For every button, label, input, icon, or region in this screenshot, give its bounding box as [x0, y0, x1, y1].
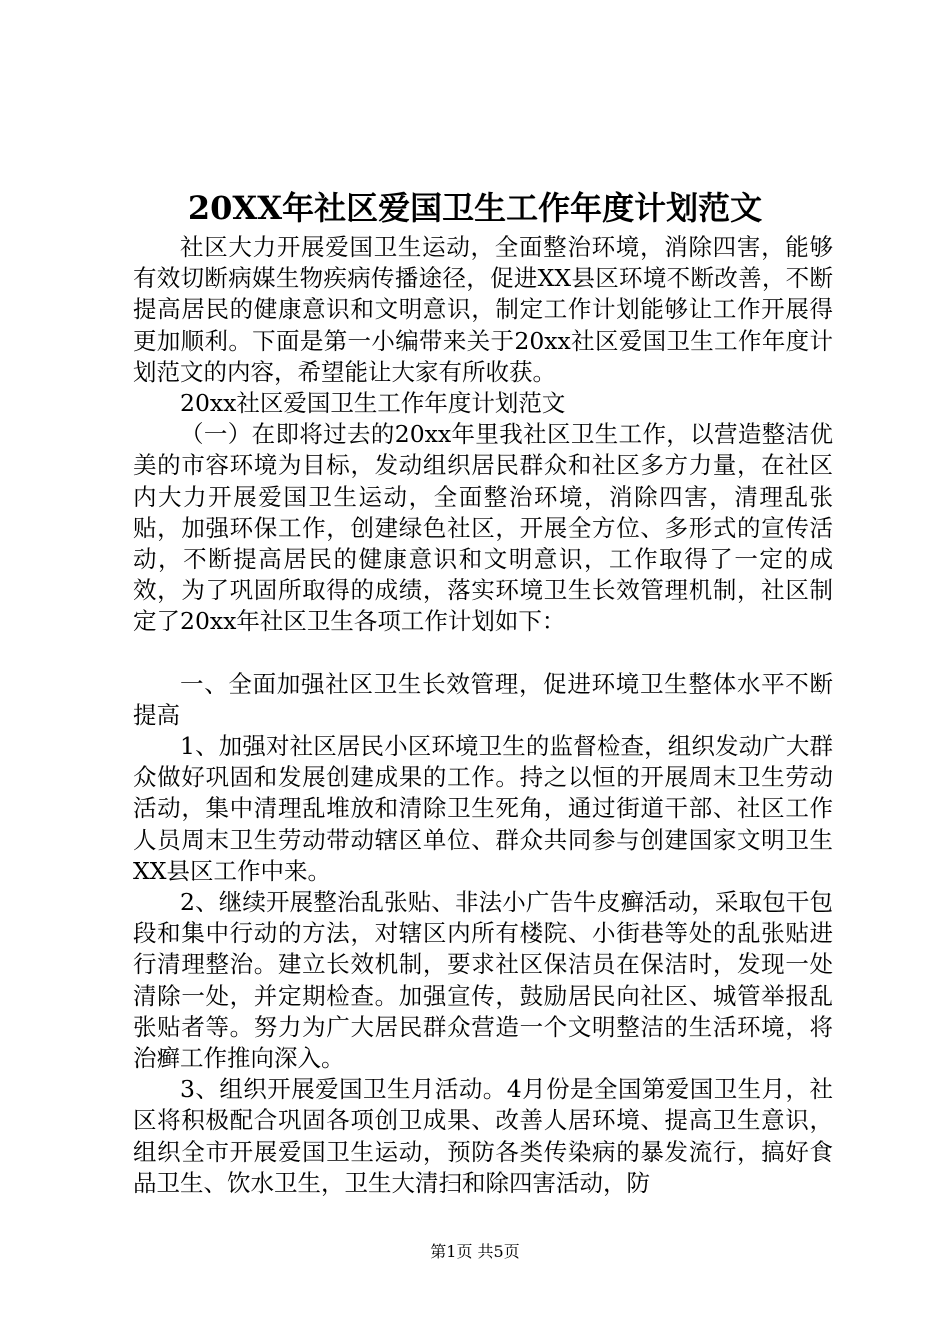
document-body: [133, 232, 833, 1199]
item-two-paragraph: 2、继续开展整治乱张贴、非法小广告牛皮癣活动，采取包干包段和集中行动的方法，对辖区内所有楼院、小街巷等处的乱张贴进行清理整治。建立长效机制，要求社区保洁员在保洁时，发现一处清除一处，并定期检查。加强宣传，鼓励居民向社区、城管举报乱张贴者等。努力为广大居民群众营造一个文明整洁的生活环境，将治癣工作推向深入。: [133, 888, 833, 1073]
section-heading-paragraph: 一、全面加强社区卫生长效管理，促进环境卫生整体水平不断提高: [133, 669, 833, 729]
page-number-footer: 第1页 共5页: [430, 1242, 520, 1261]
document-title: 20XX年社区爱国卫生工作年度计划范文: [187, 189, 763, 227]
item-three-paragraph: 3、组织开展爱国卫生月活动。4月份是全国第爱国卫生月，社区将积极配合巩固各项创卫成果、改善人居环境、提高卫生意识，组织全市开展爱国卫生运动，预防各类传染病的暴发流行，搞好食品卫生、饮水卫生，卫生大清扫和除四害活动，防: [133, 1075, 833, 1197]
subheading-paragraph: 20xx社区爱国卫生工作年度计划范文: [180, 389, 566, 418]
item-one-paragraph: 1、加强对社区居民小区环境卫生的监督检查，组织发动广大群众做好巩固和发展创建成果的工作。持之以恒的开展周末卫生劳动活动，集中清理乱堆放和清除卫生死角，通过街道干部、社区工作人员周末卫生劳动带动辖区单位、群众共同参与创建国家文明卫生XX县区工作中来。: [133, 732, 833, 885]
section-one-intro-paragraph: （一）在即将过去的20xx年里我社区卫生工作，以营造整洁优美的市容环境为目标，发动组织居民群众和社区多方力量，在社区内大力开展爱国卫生运动，全面整治环境，消除四害，清理乱张贴，加强环保工作，创建绿色社区，开展全方位、多形式的宣传活动，不断提高居民的健康意识和文明意识，工作取得了一定的成效，为了巩固所取得的成绩，落实环境卫生长效管理机制，社区制定了20xx年社区卫生各项工作计划如下：: [133, 420, 833, 636]
intro-paragraph: 社区大力开展爱国卫生运动，全面整治环境，消除四害，能够有效切断病媒生物疾病传播途径，促进XX县区环境不断改善，不断提高居民的健康意识和文明意识，制定工作计划能够让工作开展得更加顺利。下面是第一小编带来关于20xx社区爱国卫生工作年度计划范文的内容，希望能让大家有所收获。: [133, 233, 833, 386]
